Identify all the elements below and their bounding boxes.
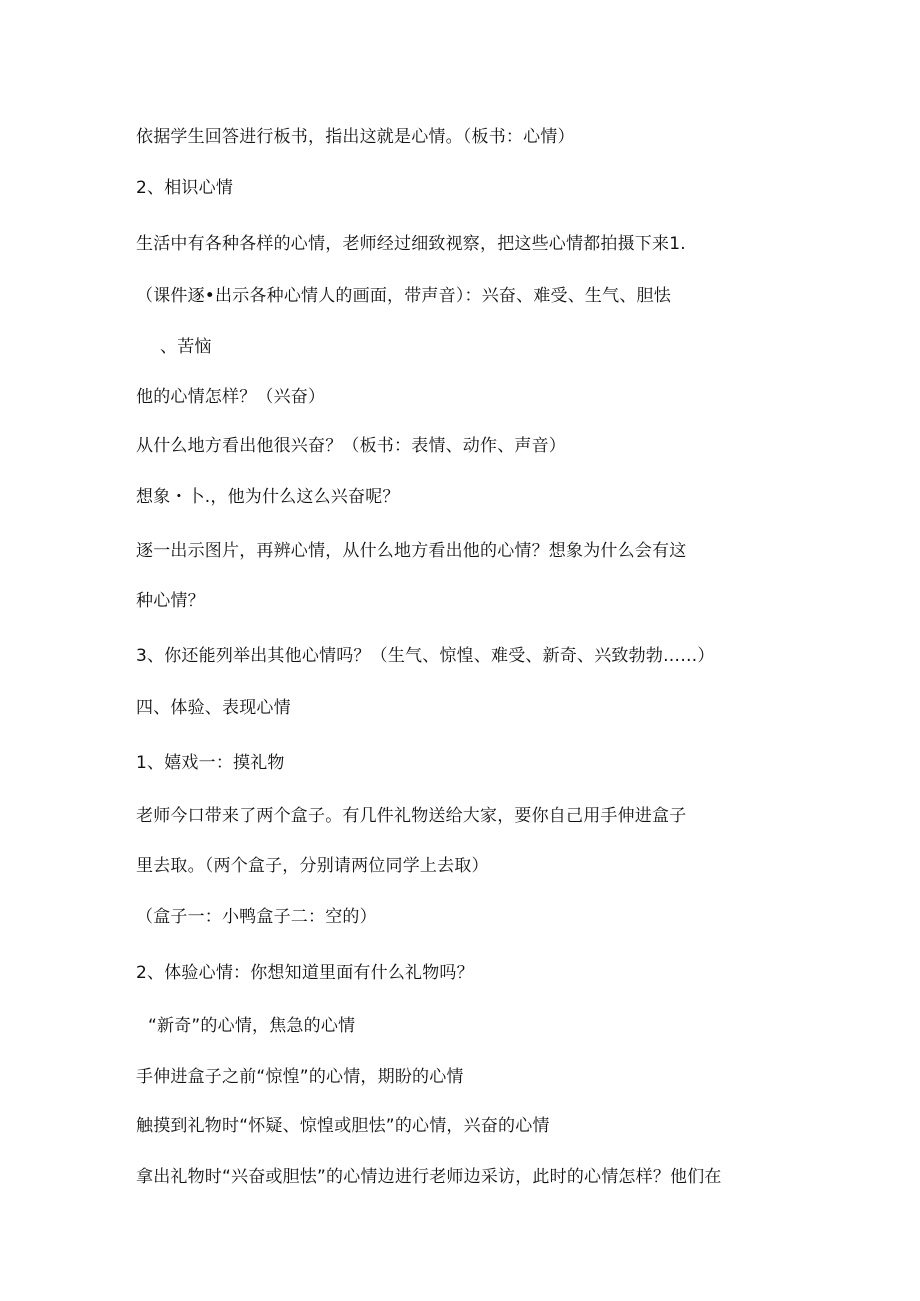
text-line: 他的心情怎样？（兴奋）: [136, 387, 326, 407]
text-line: （课件逐•出示各种心情人的画面，带声音）：兴奋、难受、生气、胆怯: [136, 286, 671, 306]
text-line: 拿出礼物时“兴奋或胆怯”的心情边进行老师边采访，此时的心情怎样？他们在: [136, 1167, 722, 1187]
text-line: 3、你还能列举出其他心情吗？（生气、惊惶、难受、新奇、兴致勃勃……）: [136, 646, 715, 666]
section-heading: 2、相识心情: [136, 178, 234, 198]
text-line: 触摸到礼物时“怀疑、惊惶或胆怯”的心情，兴奋的心情: [136, 1116, 550, 1136]
text-line: 依据学生回答进行板书，指出这就是心情。（板书：心情）: [136, 127, 575, 147]
text-line: 生活中有各种各样的心情，老师经过细致视察，把这些心情都拍摄下来1.: [136, 234, 686, 254]
text-line: “新奇”的心情，焦急的心情: [148, 1016, 356, 1036]
text-line: 逐一出示图片，再辨心情，从什么地方看出他的心情？想象为什么会有这: [136, 541, 687, 561]
text-line: 、苦恼: [160, 337, 212, 357]
text-line: 里去取。（两个盒子，分别请两位同学上去取）: [136, 856, 489, 876]
text-line: 老师今口带来了两个盒子。有几件礼物送给大家，要你自己用手伸进盒子: [136, 806, 687, 826]
text-line: （盒子一：小鸭盒子二：空的）: [136, 907, 377, 927]
section-heading: 2、体验心情：你想知道里面有什么礼物吗？: [136, 963, 474, 983]
text-line: 种心情？: [136, 591, 205, 611]
section-heading: 四、体验、表现心情: [136, 698, 291, 718]
section-heading: 1、嬉戏一：摸礼物: [136, 753, 285, 773]
text-line: 想象・卜.，他为什么这么兴奋呢？: [136, 487, 400, 507]
text-line: 从什么地方看出他很兴奋？（板书：表情、动作、声音）: [136, 436, 566, 456]
text-line: 手伸进盒子之前“惊惶”的心情，期盼的心情: [136, 1067, 464, 1087]
